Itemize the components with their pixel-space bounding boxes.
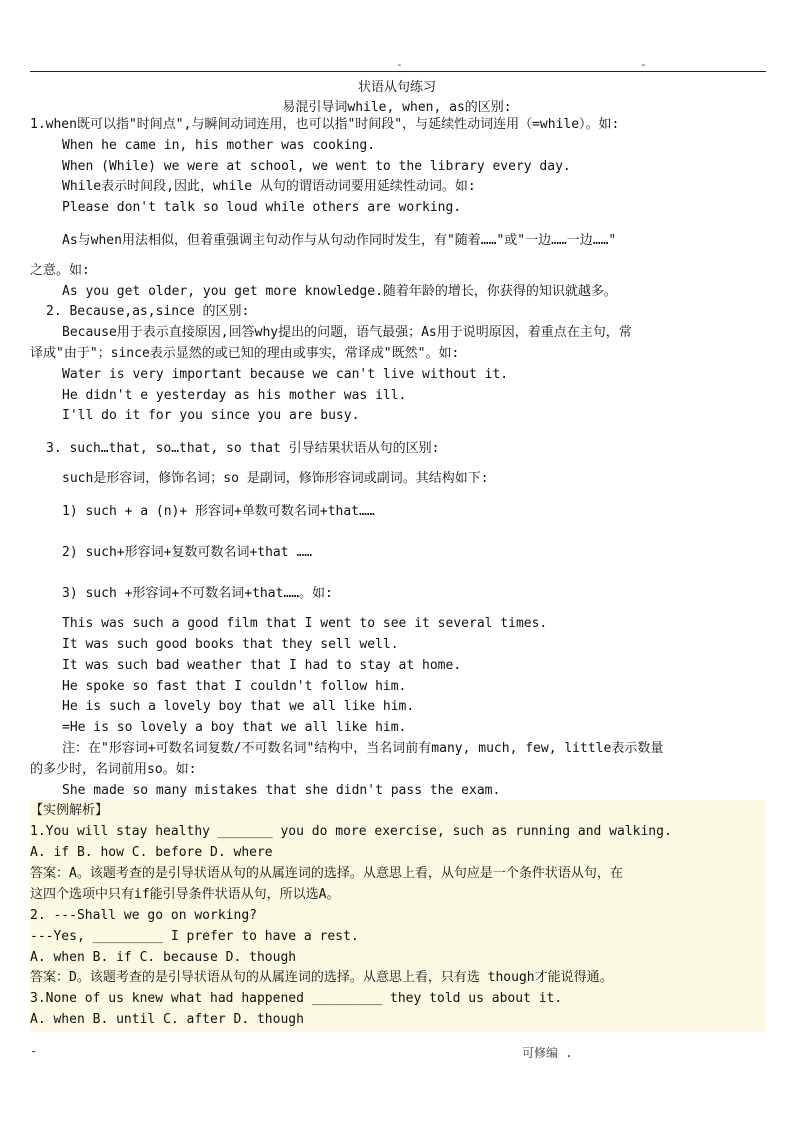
section3-example-7: She made so many mistakes that she didn't pass the exam. bbox=[62, 783, 501, 798]
question-3-options: A. when B. until C. after D. though bbox=[30, 1012, 304, 1027]
question-2-line2: ---Yes, _________ I prefer to have a rest. bbox=[30, 929, 359, 944]
page-subtitle: 易混引导词while, when, as的区别: bbox=[282, 100, 512, 115]
section3-example-1: This was such a good film that I went to see it several times. bbox=[62, 616, 548, 631]
section3-heading: 3. such…that, so…that, so that 引导结果状语从句的区别: bbox=[46, 441, 440, 456]
section1-as-note-line2: 之意。如: bbox=[30, 263, 90, 278]
section2-heading: 2. Because,as,since 的区别: bbox=[46, 304, 250, 319]
section2-example-3: I'll do it for you since you are busy. bbox=[62, 408, 360, 423]
question-1: 1.You will stay healthy _______ you do more exercise, such as running and walking. bbox=[30, 824, 672, 839]
section1-intro: 1.when既可以指"时间点",与瞬间动词连用，也可以指"时间段"，与延续性动词连用（=while）。如: bbox=[30, 117, 620, 132]
section3-note-line2: 的多少时，名词前用so。如: bbox=[30, 762, 197, 777]
header-mark-right: - bbox=[640, 58, 647, 71]
section3-example-3: It was such bad weather that I had to stay at home. bbox=[62, 658, 462, 673]
section3-note-line1: 注：在"形容词+可数名词复数/不可数名词"结构中，当名词前有many, much, few, little表示数量 bbox=[62, 741, 664, 756]
section1-example-2: When (While) we were at school, we went to the library every day. bbox=[62, 159, 571, 174]
section1-example-3: Please don't talk so loud while others are working. bbox=[62, 200, 462, 215]
section3-pattern-3: 3) such +形容词+不可数名词+that……。如: bbox=[62, 586, 333, 601]
footer-right: 可修编 . bbox=[522, 1046, 573, 1060]
section2-example-1: Water is very important because we can't live without it. bbox=[62, 367, 509, 382]
question-2-line1: 2. ---Shall we go on working? bbox=[30, 908, 257, 923]
section3-pattern-2: 2) such+形容词+复数可数名词+that …… bbox=[62, 545, 313, 560]
section1-example-1: When he came in, his mother was cooking. bbox=[62, 138, 376, 153]
section3-example-5: He is such a lovely boy that we all like him. bbox=[62, 699, 415, 714]
question-1-options: A. if B. how C. before D. where bbox=[30, 845, 273, 860]
section1-while-note: While表示时间段,因此，while 从句的谓语动词要用延续性动词。如: bbox=[62, 179, 476, 194]
question-1-answer-line2: 这四个选项中只有if能引导条件状语从句，所以选A。 bbox=[30, 887, 340, 902]
question-2-options: A. when B. if C. because D. though bbox=[30, 950, 297, 965]
question-1-answer-line1: 答案：A。该题考查的是引导状语从句的从属连词的选择。从意思上看，从句应是一个条件状语从句，在 bbox=[30, 866, 623, 881]
section1-example-4: As you get older, you get more knowledge.随着年龄的增长，你获得的知识就越多。 bbox=[62, 284, 617, 299]
section3-desc: such是形容词，修饰名词；so 是副词，修饰形容词或副词。其结构如下: bbox=[62, 471, 489, 486]
section2-desc-line2: 译成"由于"；since表示显然的或已知的理由或事实，常译成"既然"。如: bbox=[30, 346, 460, 361]
header-rule bbox=[30, 71, 766, 72]
header-mark-left: - bbox=[396, 58, 403, 71]
section2-example-2: He didn't e yesterday as his mother was ill. bbox=[62, 388, 407, 403]
footer-left: - bbox=[30, 1044, 38, 1058]
examples-heading: 【实例解析】 bbox=[30, 803, 109, 818]
page-title: 状语从句练习 bbox=[357, 80, 436, 95]
section3-pattern-1: 1) such + a (n)+ 形容词+单数可数名词+that…… bbox=[62, 504, 375, 519]
section2-desc-line1: Because用于表示直接原因,回答why提出的问题，语气最强；As用于说明原因，着重点在主句，常 bbox=[62, 325, 632, 340]
section3-example-4: He spoke so fast that I couldn't follow him. bbox=[62, 679, 407, 694]
question-3: 3.None of us knew what had happened _________ they told us about it. bbox=[30, 991, 563, 1006]
section1-as-note-line1: As与when用法相似，但着重强调主句动作与从句动作同时发生，有"随着……"或"一边……一边……" bbox=[62, 233, 617, 248]
section3-example-6: =He is so lovely a boy that we all like him. bbox=[62, 720, 407, 735]
question-2-answer: 答案：D。该题考查的是引导状语从句的从属连词的选择。从意思上看，只有选 though才能说得通。 bbox=[30, 970, 613, 985]
section3-example-2: It was such good books that they sell well. bbox=[62, 637, 399, 652]
